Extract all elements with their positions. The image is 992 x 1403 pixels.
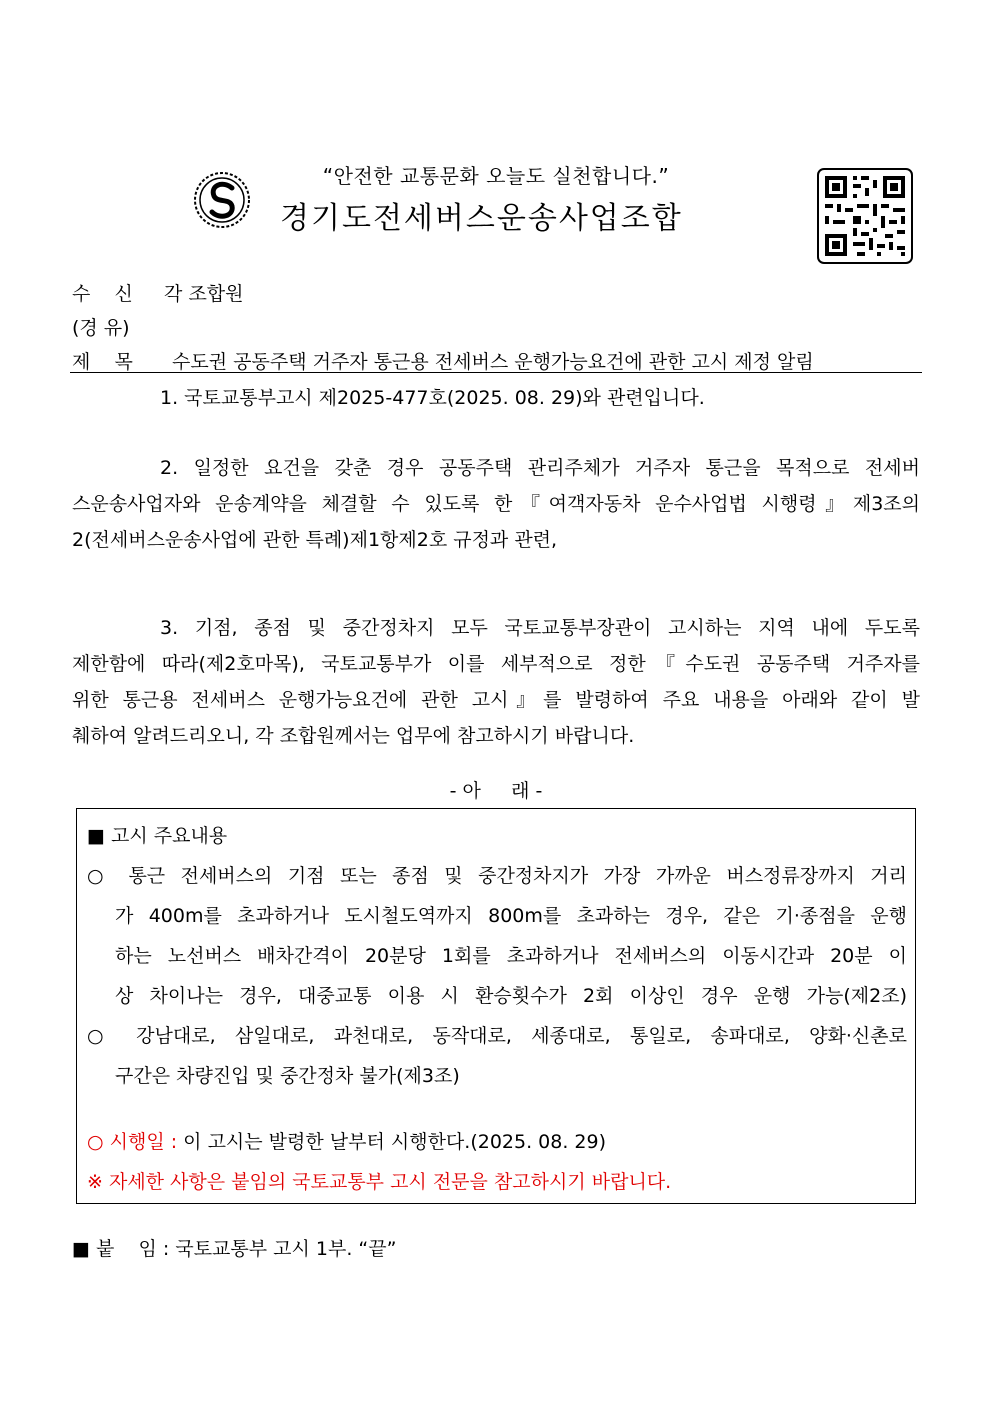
subject-row: [72, 347, 814, 374]
paragraph-1: 1. 국토교통부고시 제2025-477호(2025. 08. 29)와 관련입니다.: [160, 387, 705, 409]
org-name: 경기도전세버스운송사업조합: [280, 201, 683, 236]
paragraph-3: [72, 610, 920, 754]
via-label: (경 유): [72, 317, 130, 339]
union-logo-icon: [192, 170, 252, 230]
subject-underline: [70, 372, 922, 373]
attachment-line: ■ 붙 임 : 국토교통부 고시 1부. “끝”: [72, 1238, 397, 1260]
subject-value: 수도권 공동주택 거주자 통근용 전세버스 운행가능요건에 관한 고시 제정 알림: [172, 351, 814, 373]
notice-summary-box: [76, 808, 916, 1204]
subject-label: 제 목: [72, 351, 133, 373]
item-1-line: 하는 노선버스 배차간격이 20분당 1회를 초과하거나 전세버스의 이동시간과 20분 이: [115, 945, 907, 967]
paragraph-3-line: 췌하여 알려드리오니, 각 조합원께서는 업무에 참고하시기 바랍니다.: [72, 725, 635, 747]
item-3: [87, 1127, 606, 1154]
effective-date-value: 이 고시는 발령한 날부터 시행한다.(2025. 08. 29): [183, 1131, 607, 1153]
qr-code-icon: [817, 168, 913, 264]
effective-date-label: ○ 시행일 :: [87, 1131, 178, 1153]
item-1-line: 가 400m를 초과하거나 도시철도역까지 800m를 초과하는 경우, 같은 기·종점을 운행: [115, 905, 907, 927]
paragraph-2-line: 2. 일정한 요건을 갖춘 경우 공동주택 관리주체가 거주자 통근을 목적으로 전세버: [160, 457, 920, 479]
paragraph-2-line: 2(전세버스운송사업에 관한 특례)제1항제2호 규정과 관련,: [72, 529, 558, 551]
item-2-line: ○ 강남대로, 삼일대로, 과천대로, 동작대로, 세종대로, 통일로, 송파대로, 양화·신촌로: [87, 1025, 907, 1047]
slogan: “안전한 교통문화 오늘도 실천합니다.”: [322, 164, 670, 188]
item-1-line: 상 차이나는 경우, 대중교통 이용 시 환승횟수가 2회 이상인 경우 운행 가능(제2조): [115, 985, 907, 1007]
item-1-line: ○ 통근 전세버스의 기점 또는 종점 및 중간정차지가 가장 가까운 버스정류장까지 거리: [87, 865, 907, 887]
recipient-row: [72, 279, 244, 306]
section-divider: - 아 래 -: [449, 780, 543, 802]
paragraph-3-line: 제한함에 따라(제2호마목), 국토교통부가 이를 세부적으로 정한『수도권 공동주택 거주자를: [72, 653, 920, 675]
recipient-label: 수 신: [72, 283, 133, 305]
paragraph-2-line: 스운송사업자와 운송계약을 체결할 수 있도록 한『여객자동차 운수사업법 시행령』제3조의: [72, 493, 920, 515]
reference-note: ※ 자세한 사항은 붙임의 국토교통부 고시 전문을 참고하시기 바랍니다.: [87, 1171, 672, 1193]
item-2-line: 구간은 차량진입 및 중간정차 불가(제3조): [115, 1065, 460, 1087]
recipient-value: 각 조합원: [164, 283, 244, 305]
paragraph-3-line: 위한 통근용 전세버스 운행가능요건에 관한 고시』를 발령하여 주요 내용을 아래와 같이 발: [72, 689, 920, 711]
paragraph-3-line: 3. 기점, 종점 및 중간정차지 모두 국토교통부장관이 고시하는 지역 내에 두도록: [160, 617, 920, 639]
paragraph-2: [72, 450, 920, 558]
box-heading: ■ 고시 주요내용: [87, 825, 228, 847]
